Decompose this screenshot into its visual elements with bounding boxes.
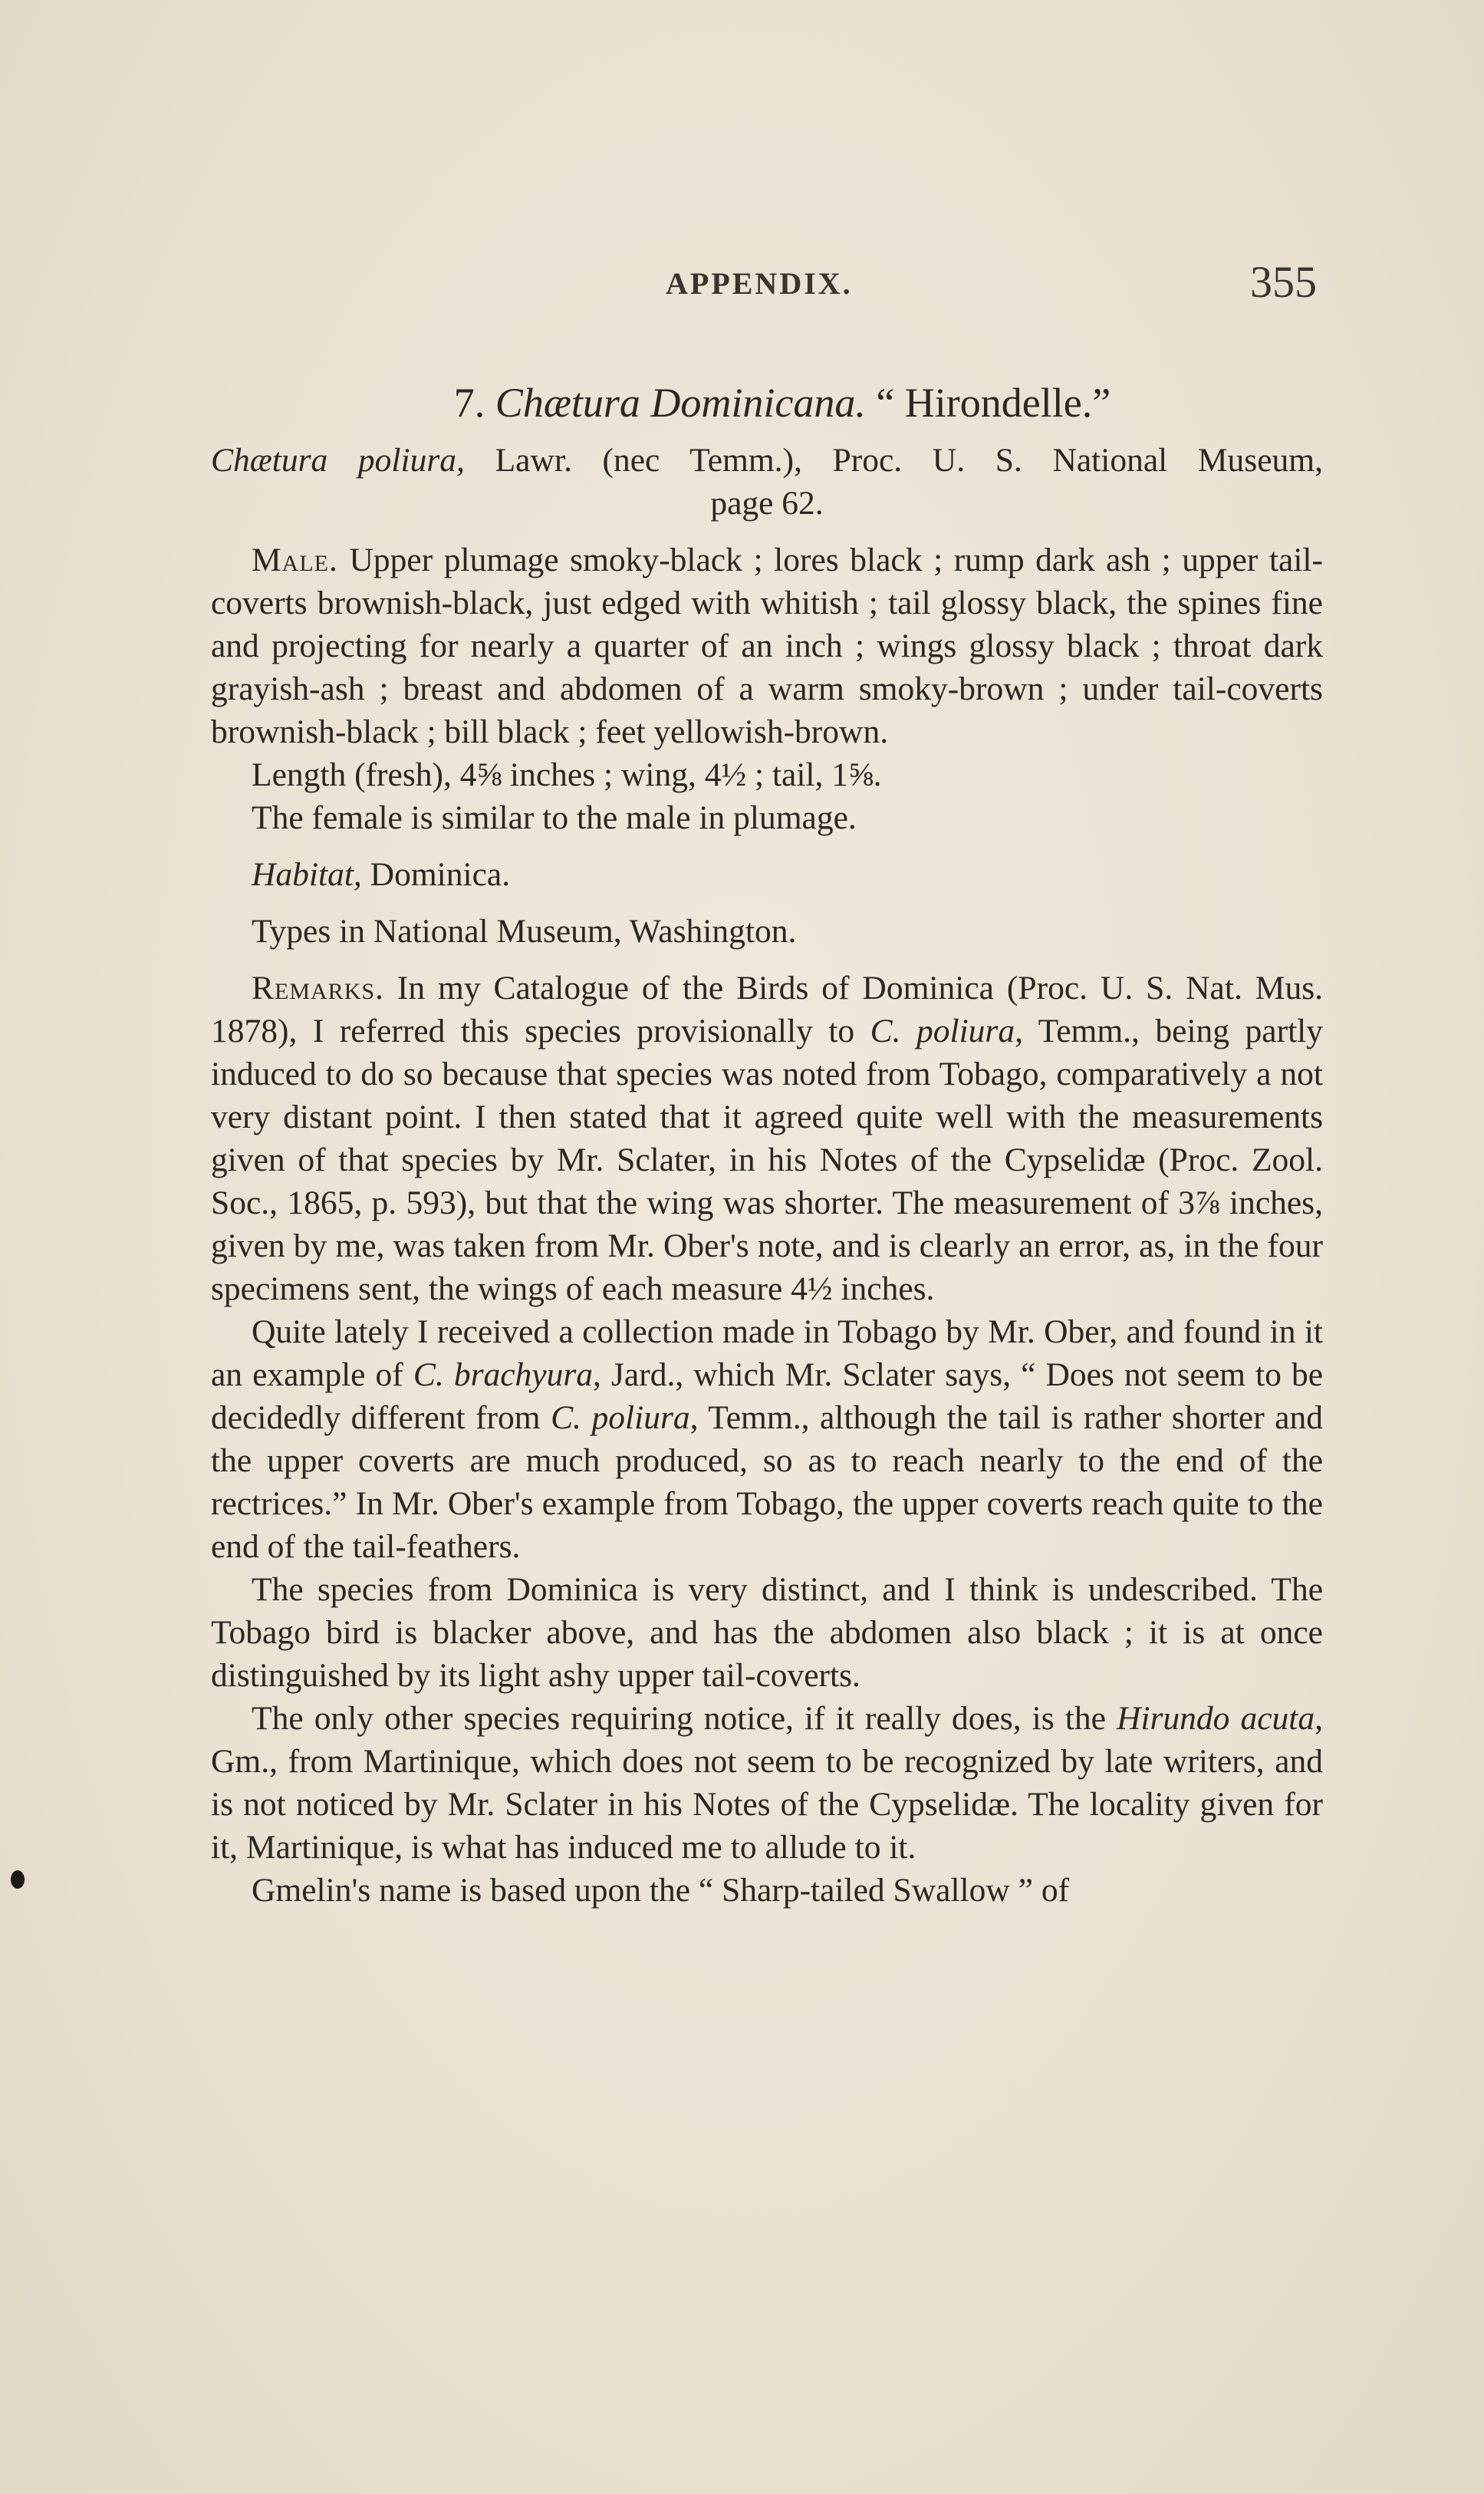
habitat-label: Habitat,: [252, 856, 362, 893]
male-label: Male.: [252, 542, 338, 578]
remarks-paragraph-3: The species from Dominica is very distinct, and I think is undescribed. The Tobago bird is blacker above, and has the abdomen also black ; it is at once distinguished by its light ashy upper tail-coverts.: [211, 1571, 1323, 1694]
synonym-page: page 62.: [710, 485, 824, 522]
types: Types in National Museum, Washington.: [252, 913, 797, 950]
synonym-line: [211, 439, 1323, 482]
synonym-citation: Lawr. (nec Temm.), Proc. U. S. National Museum,: [464, 442, 1323, 479]
remarks-p1-text-c: , Temm., being partly induced to do so because that species was noted from Tobago, comparatively a not very distant point. I then stated that it agreed quite well with the measurements given of that species by Mr. Sclater, in his Notes of the Cypselidæ (Proc. Zool. Soc., 1865, p. 593), but that the wing was shorter. The measurement of 3⅞ inches, given by me, was taken from Mr. Ober's note, and is clearly an error, as, in the four specimens sent, the wings of each measure 4½ inches.: [211, 1013, 1323, 1307]
remarks-p4-species: Hirundo acuta: [1116, 1700, 1315, 1737]
remarks-paragraph-5: Gmelin's name is based upon the “ Sharp-tailed Swallow ” of: [252, 1872, 1070, 1909]
body-text: [211, 376, 1323, 1912]
male-description: [211, 539, 1323, 753]
remarks-p2-species-2: C. poliura: [551, 1399, 690, 1436]
running-head: [0, 259, 1484, 321]
remarks-p2-text-e: , Temm., although the tail is rather shorter and the upper coverts are much produced, so as to reach nearly to the end of the rectrices.” In Mr. Ober's example from Tobago, the upper coverts reach quite to the end of the tail-feathers.: [211, 1399, 1323, 1565]
remarks-p2-species-1: C. brachyura: [413, 1356, 594, 1393]
remarks-paragraph-2: [211, 1310, 1323, 1568]
remarks-p1-text-a: In my Catalogue of the Birds of Dominica (Proc. U. S. Nat. Mus. 1878), I referred this species provisionally to: [211, 970, 1323, 1049]
male-text: Upper plumage smoky-black ; lores black ; rump dark ash ; upper tail-coverts brownish-black, just edged with whitish ; tail glossy black, the spines fine and projecting for nearly a quarter of an inch ; wings glossy black ; throat dark grayish-ash ; breast and abdomen of a warm smoky-brown ; under tail-coverts brownish-black ; bill black ; feet yellowish-brown.: [211, 542, 1323, 750]
species-number: 7.: [453, 380, 485, 426]
page-number: 355: [1250, 257, 1317, 307]
remarks-p1-species: C. poliura: [870, 1013, 1015, 1049]
measurements: Length (fresh), 4⅝ inches ; wing, 4½ ; tail, 1⅝.: [252, 756, 882, 793]
remarks-p4-text-c: , Gm., from Martinique, which does not seem to be recognized by late writers, and is not noticed by Mr. Sclater in his Notes of the Cypselidæ. The locality given for it, Martinique, is what has induced me to allude to it.: [211, 1700, 1323, 1866]
synonymy: [211, 439, 1323, 525]
remarks-p2-text-c: , Jard., which Mr. Sclater says, “ Does not seem to be decidedly different from: [211, 1356, 1323, 1436]
synonym-name: Chætura poliura,: [211, 442, 465, 479]
remarks-p2-text-a: Quite lately I received a collection made in Tobago by Mr. Ober, and found in it an example of: [211, 1313, 1323, 1393]
habitat: [211, 853, 1323, 896]
remarks-paragraph-1: [211, 967, 1323, 1310]
species-heading: [211, 376, 1323, 430]
running-head-title: APPENDIX.: [666, 266, 853, 301]
remarks-label: Remarks.: [252, 970, 384, 1006]
remarks-p4-text-a: The only other species requiring notice, if it really does, is the: [252, 1700, 1117, 1737]
species-name: Chætura Dominicana.: [495, 380, 866, 426]
remarks-paragraph-4: [211, 1697, 1323, 1869]
ink-blot: [11, 1870, 25, 1889]
species-common-name: “ Hirondelle.”: [876, 380, 1111, 426]
habitat-value: Dominica.: [361, 856, 511, 893]
female-description: The female is similar to the male in plumage.: [252, 799, 857, 836]
